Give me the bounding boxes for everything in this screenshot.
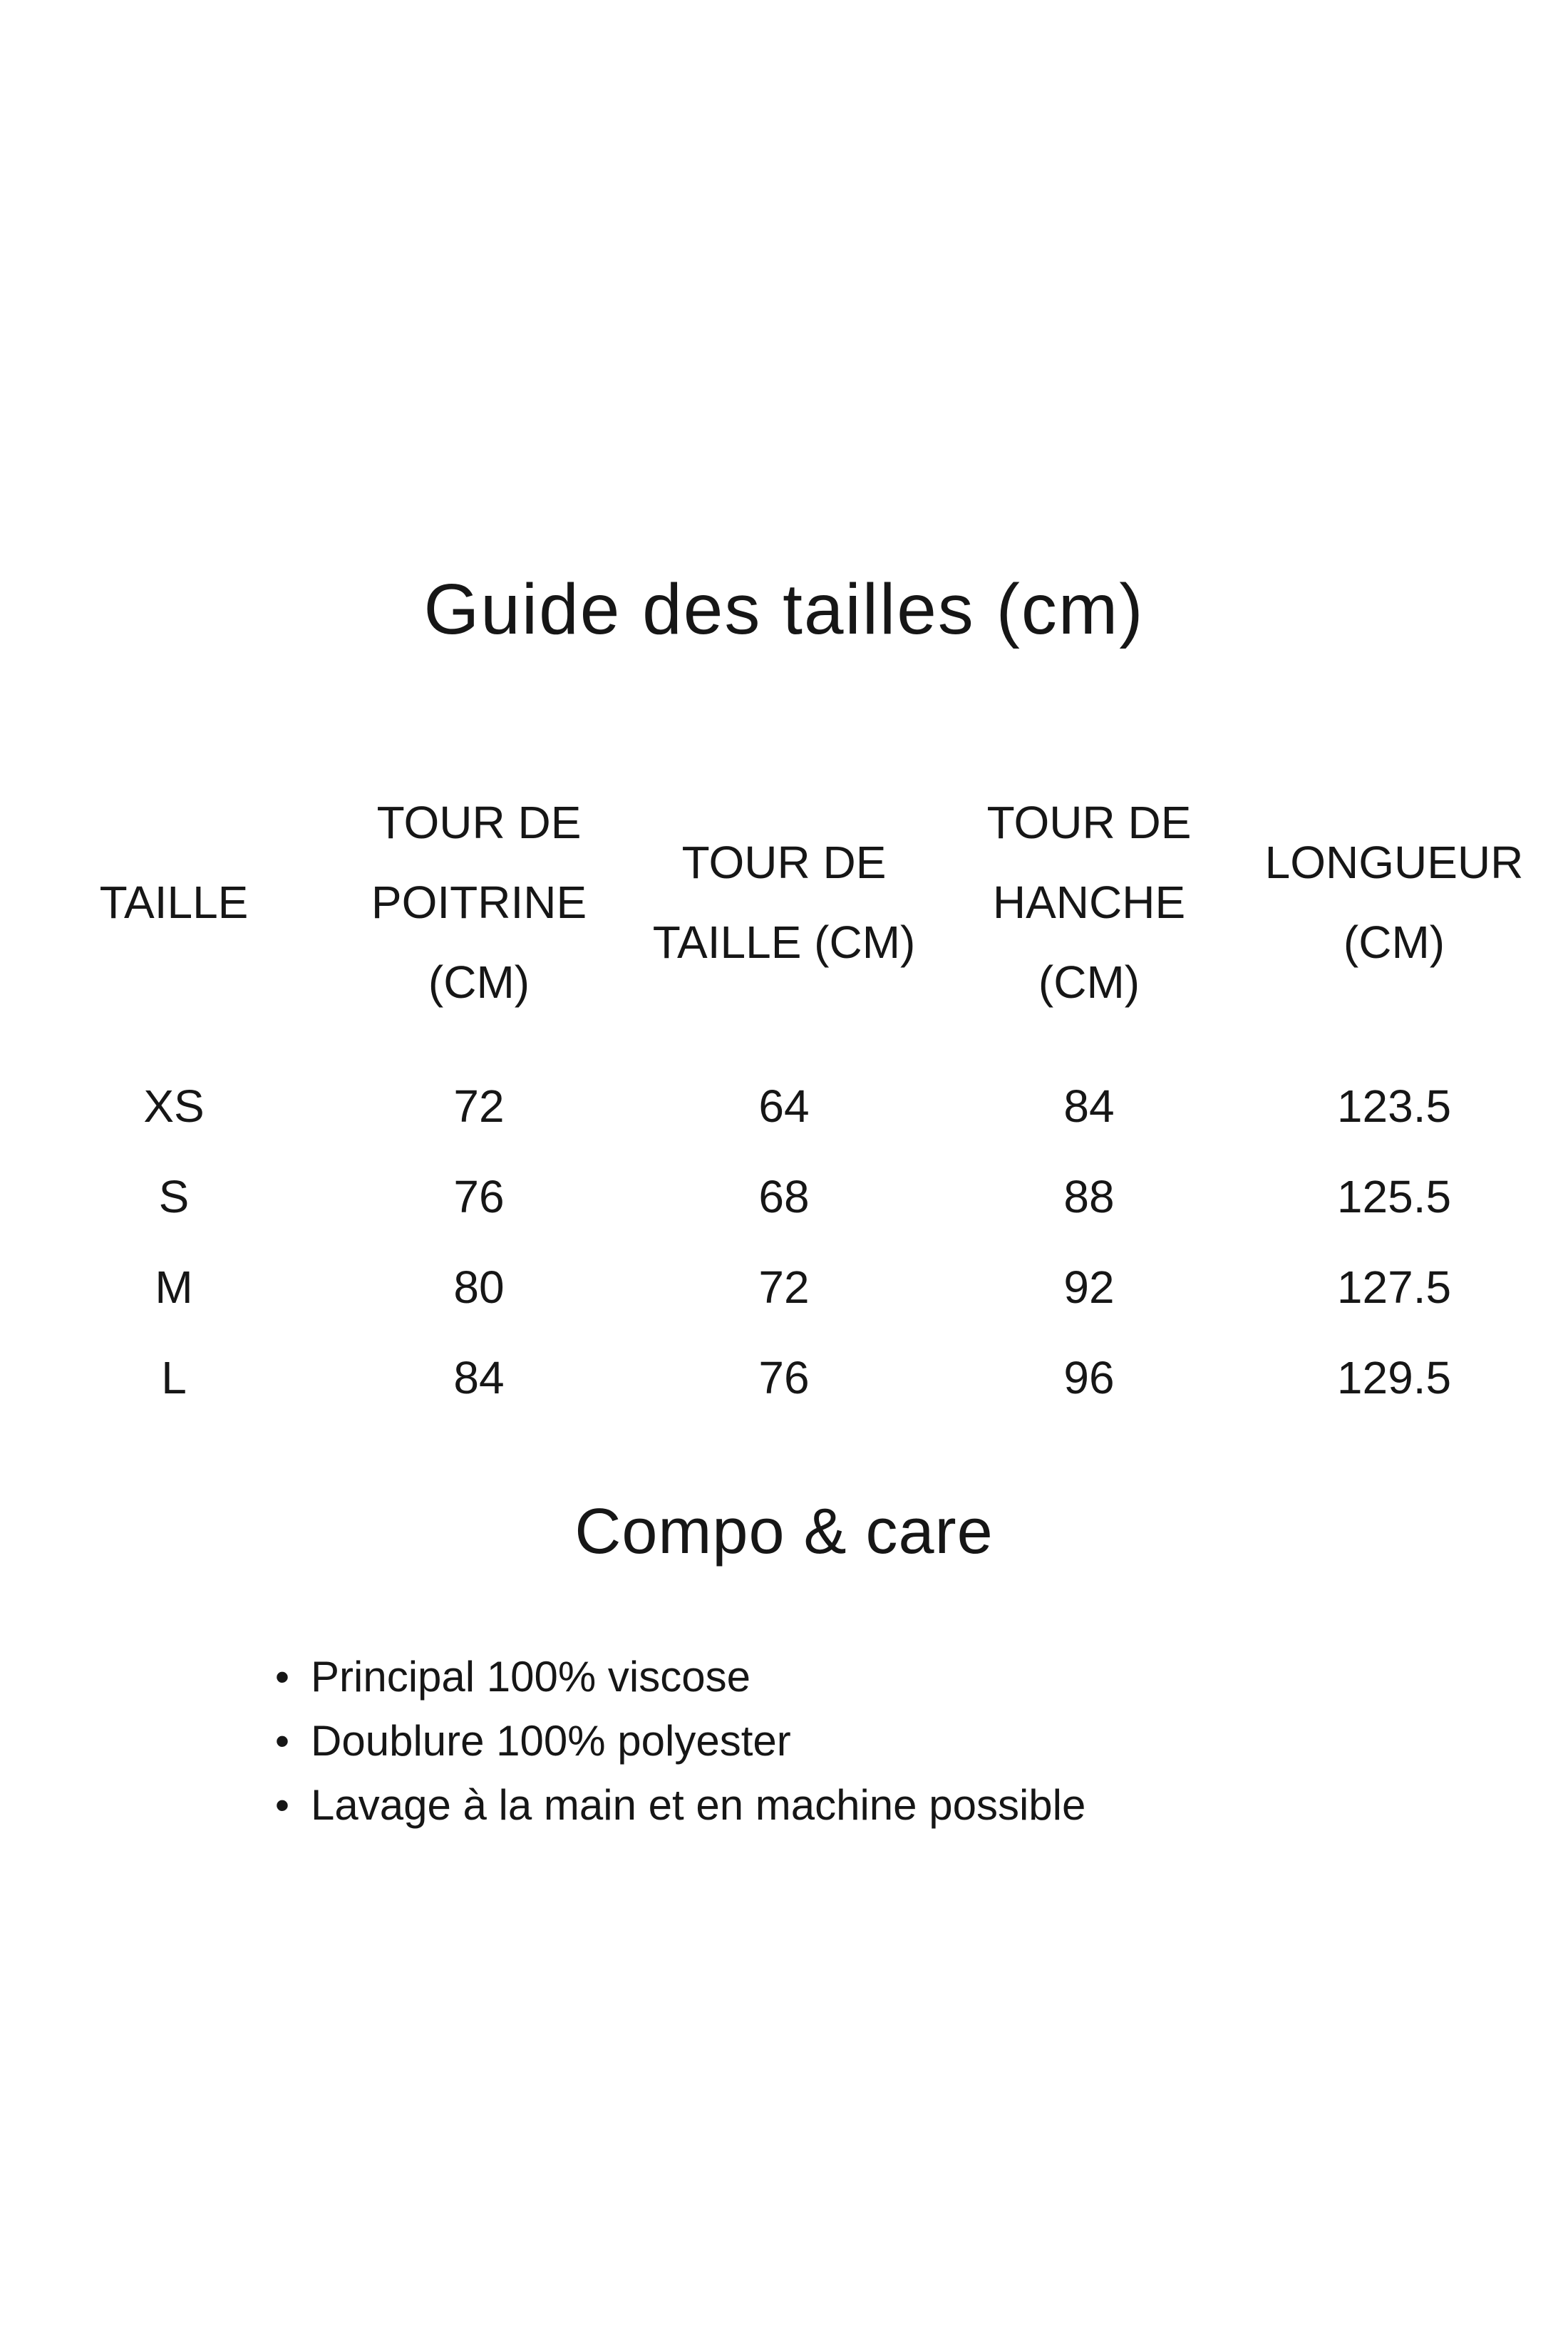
size-table: [21, 783, 1547, 1423]
measurement-value: 129.5: [1336, 1351, 1452, 1403]
column-header-longueur: [1242, 822, 1547, 982]
compo-care-heading: Compo & care: [574, 1496, 994, 1567]
measurement-value: 80: [453, 1261, 505, 1313]
measurement-value: 68: [758, 1170, 810, 1222]
care-list-item: • Lavage à la main et en machine possible: [275, 1773, 1085, 1837]
column-header-line: TOUR DE: [986, 797, 1192, 848]
compo-care-list: [275, 1645, 1085, 1837]
measurement-value: 84: [1063, 1080, 1115, 1132]
table-row-xs: [21, 1061, 1547, 1151]
column-header-line: POITRINE: [371, 877, 587, 928]
measurement-value: 123.5: [1336, 1080, 1452, 1132]
care-list-item: • Principal 100% viscose: [275, 1645, 1085, 1709]
measurement-value: 92: [1063, 1261, 1115, 1313]
measurement-value: 127.5: [1336, 1261, 1452, 1313]
size-table-header-row: [21, 783, 1547, 1022]
column-header-line: (CM): [1038, 956, 1140, 1008]
measurement-value: 96: [1063, 1351, 1115, 1403]
page-title: Guide des tailles (cm): [423, 569, 1145, 649]
size-label: L: [161, 1351, 187, 1403]
size-label: M: [155, 1261, 193, 1313]
column-header-line: (CM): [428, 956, 530, 1008]
measurement-value: 72: [758, 1261, 810, 1313]
measurement-value: 84: [453, 1351, 505, 1403]
measurement-value: 76: [453, 1170, 505, 1222]
column-header-line: TOUR DE: [376, 797, 582, 848]
column-header-line: (CM): [1343, 917, 1445, 968]
size-table-body: [21, 1061, 1547, 1423]
measurement-value: 125.5: [1336, 1170, 1452, 1222]
measurement-value: 76: [758, 1351, 810, 1403]
column-header-tour-de-hanche: [937, 783, 1242, 1022]
measurement-value: 64: [758, 1080, 810, 1132]
size-label: S: [158, 1170, 190, 1222]
column-header-tour-de-taille: [631, 822, 937, 982]
column-header-line: LONGUEUR: [1264, 837, 1524, 888]
table-row-l: [21, 1332, 1547, 1423]
column-header-line: HANCHE: [992, 877, 1186, 928]
column-header-taille: [21, 862, 326, 942]
measurement-value: 72: [453, 1080, 505, 1132]
column-header-line: TAILLE (CM): [652, 917, 916, 968]
size-label: XS: [143, 1080, 205, 1132]
table-row-s: [21, 1151, 1547, 1242]
column-header-line: TOUR DE: [681, 837, 887, 888]
column-header-tour-de-poitrine: [326, 783, 631, 1022]
table-row-m: [21, 1242, 1547, 1332]
measurement-value: 88: [1063, 1170, 1115, 1222]
care-list-item: • Doublure 100% polyester: [275, 1709, 1085, 1773]
column-header-line: TAILLE: [99, 877, 249, 928]
